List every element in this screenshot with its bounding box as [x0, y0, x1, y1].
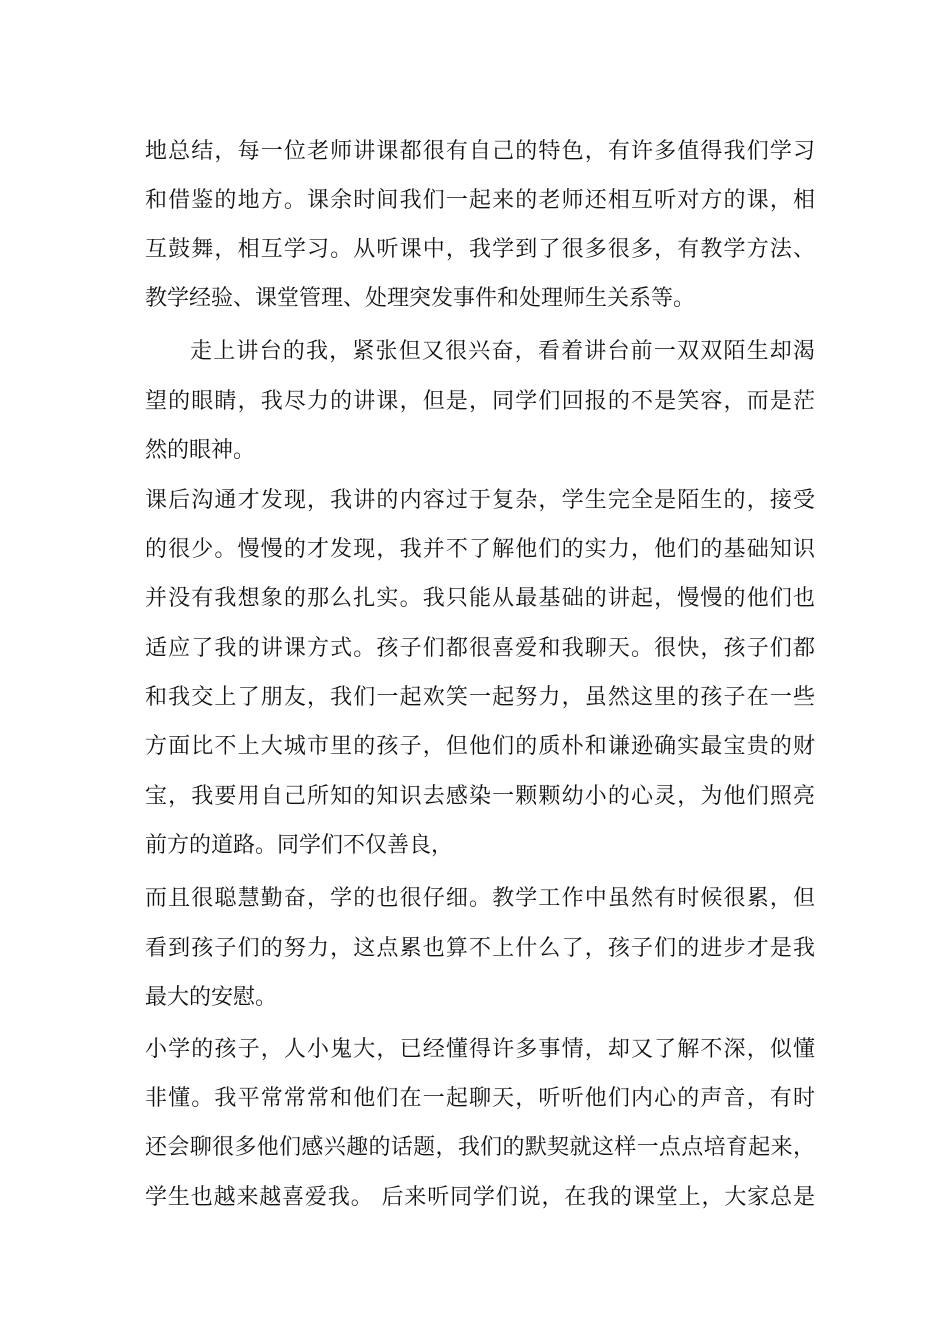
- text-line: 走上讲台的我，紧张但又很兴奋，看着讲台前一双双陌生却渴: [190, 339, 815, 364]
- text-line: 方面比不上大城市里的孩子，但他们的质朴和谦逊确实最宝贵的财: [145, 734, 815, 759]
- text-line: 看到孩子们的努力，这点累也算不上什么了，孩子们的进步才是我: [145, 936, 815, 961]
- text-line: 互鼓舞，相互学习。从听课中，我学到了很多很多，有教学方法、: [145, 237, 815, 262]
- text-line: 非懂。我平常常常和他们在一起聊天，听听他们内心的声音，有时: [145, 1086, 815, 1111]
- text-line: 望的眼睛，我尽力的讲课，但是，同学们回报的不是笑容，而是茫: [145, 389, 815, 414]
- text-line: 最大的安慰。: [145, 985, 278, 1010]
- text-line: 的很少。慢慢的才发现，我并不了解他们的实力，他们的基础知识: [145, 537, 815, 562]
- text-line: 还会聊很多他们感兴趣的话题，我们的默契就这样一点点培育起来，: [145, 1135, 815, 1160]
- text-line: 前方的道路。同学们不仅善良，: [145, 833, 454, 858]
- text-line: 课后沟通才发现，我讲的内容过于复杂，学生完全是陌生的，接受: [145, 488, 815, 513]
- text-line: 并没有我想象的那么扎实。我只能从最基础的讲起，慢慢的他们也: [145, 586, 815, 611]
- text-line: 地总结，每一位老师讲课都很有自己的特色，有许多值得我们学习: [145, 139, 815, 164]
- text-line: 然的眼神。: [145, 438, 256, 463]
- text-line: 宝，我要用自己所知的知识去感染一颗颗幼小的心灵，为他们照亮: [145, 784, 815, 809]
- text-line: 小学的孩子，人小鬼大，已经懂得许多事情，却又了解不深，似懂: [145, 1037, 815, 1062]
- text-line: 和借鉴的地方。课余时间我们一起来的老师还相互听对方的课，相: [145, 188, 815, 213]
- text-line: 而且很聪慧勤奋，学的也很仔细。教学工作中虽然有时候很累，但: [145, 886, 815, 911]
- text-line: 和我交上了朋友，我们一起欢笑一起努力，虽然这里的孩子在一些: [145, 685, 815, 710]
- text-line: 教学经验、课堂管理、处理突发事件和处理师生关系等。: [145, 286, 696, 311]
- text-line: 学生也越来越喜爱我。 后来听同学们说，在我的课堂上，大家总是: [145, 1185, 815, 1210]
- text-line: 适应了我的讲课方式。孩子们都很喜爱和我聊天。很快，孩子们都: [145, 636, 815, 661]
